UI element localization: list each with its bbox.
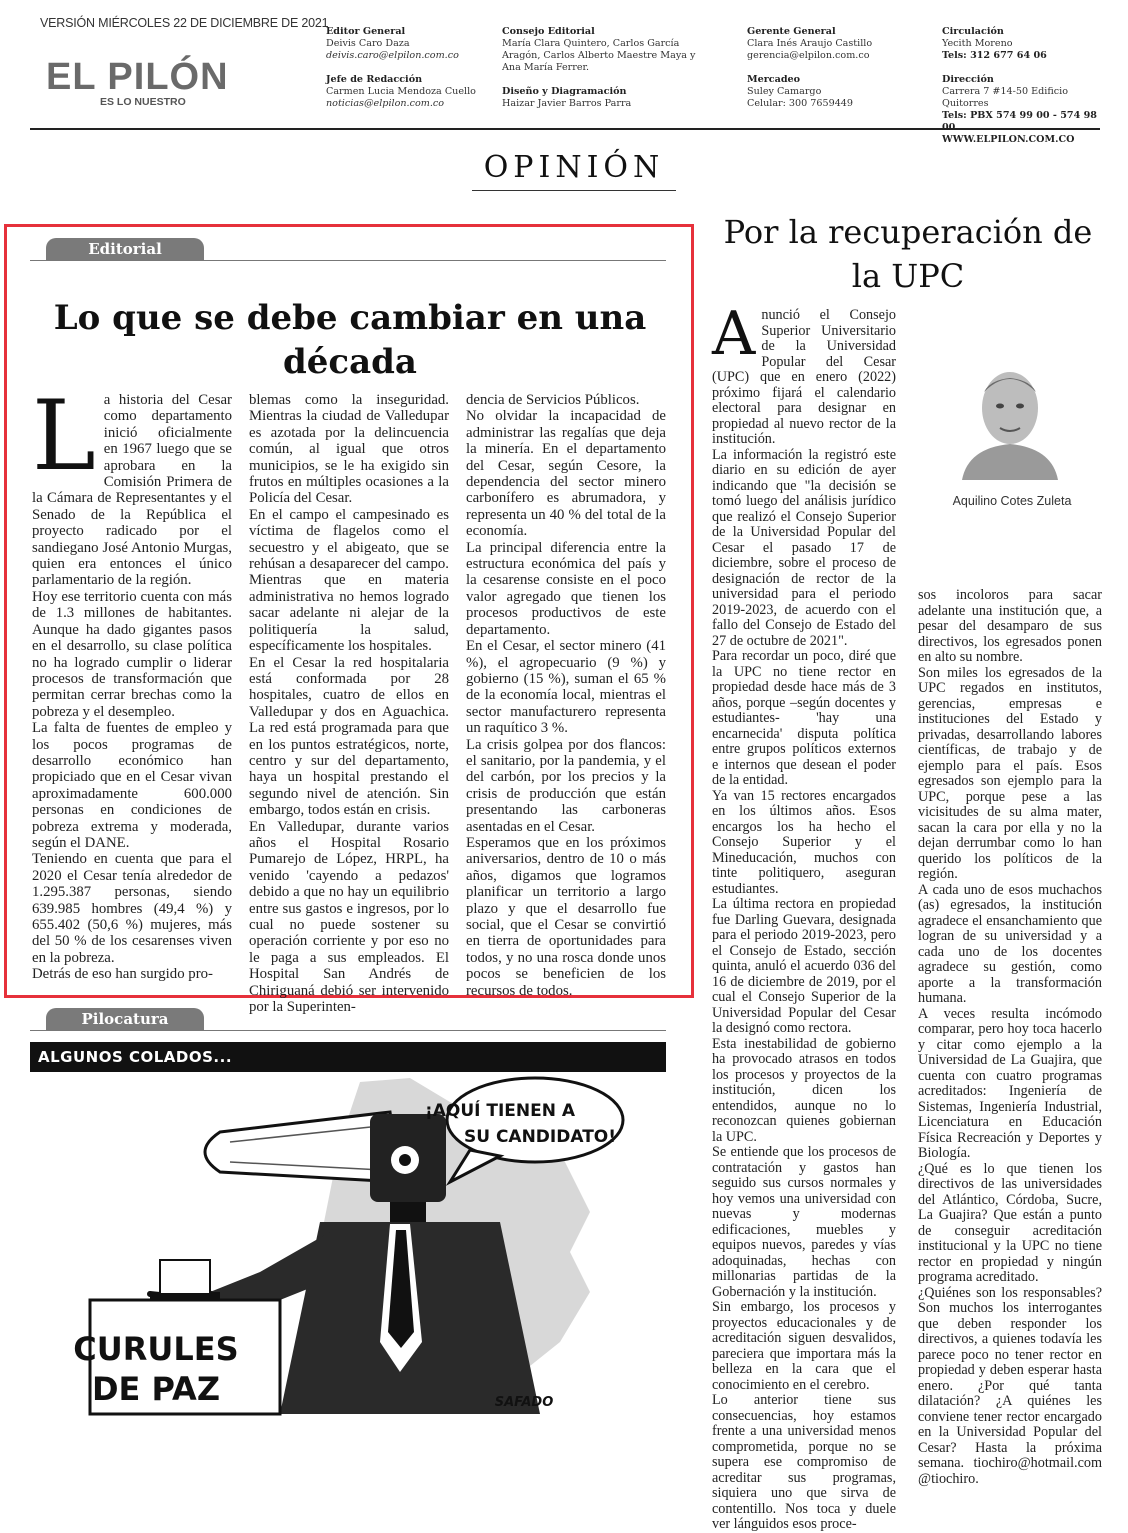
staff-email-link[interactable]: gerencia@elpilon.com.co — [747, 50, 870, 61]
paragraph: La información la registró este diario en su edición de ayer indicando que "la decisión se tomó luego del análisis jurídico que realizó el Consejo Superior de la Universidad Popular del Cesar el pasado 17 de diciembre, sobre el proceso de designación de rector de la universidad para el periodo 2019-2023, de acuerdo con el fallo del Consejo de Estado del 27 de octubre de 2021". — [712, 446, 896, 649]
chainsaw-pupil — [399, 1154, 411, 1166]
staff-label: Diseño y Diagramación — [502, 86, 627, 97]
paragraph: Son miles los egresados de la UPC regados en institutos, gerencias, empresas e instituciones del Estado y privadas, desarrollando labores científicas, de trabajo y de ejemplo para el país. Esos egresados son ejemplo para la UPC, porque pese a las vicisitudes de su alma mater, sacan la cara por ella y no la dejan derrumbar como lo han querido los políticos de la región. — [918, 664, 1102, 882]
paragraph: La principal diferencia entre la estructura económica del país y la cesarense consiste en el poco valor agregado que tienen los procesos productivos de este departamento. — [466, 539, 666, 638]
staff-gerente — [747, 26, 917, 62]
staff-label: Mercadeo — [747, 74, 801, 85]
staff-name: Suley Camargo — [747, 86, 822, 97]
editorial-column-3 — [466, 392, 666, 999]
staff-address: Carrera 7 #14-50 Edificio Quitorres — [942, 86, 1068, 109]
opinion-column-2 — [918, 587, 1102, 1487]
staff-direccion — [942, 74, 1112, 146]
staff-label: Dirección — [942, 74, 994, 85]
paragraph: sos incoloros para sacar adelante una institución que, a pesar del desamparo de sus directivos, los egresados ponen en alto su nombre. — [918, 587, 1102, 665]
staff-label: Gerente General — [747, 26, 836, 37]
masthead-divider — [30, 128, 1100, 130]
paragraph: No olvidar la incapacidad de administrar las regalías que deja la minería. En el departamento del Cesar, según Cesore, la dependencia del sector minero carbonífero es abrumadora, y representa un 40 % del total de la economía. — [466, 408, 666, 540]
paragraph: Esperamos que en los próximos aniversarios, dentro de 10 o más años, digamos que logramos planificar un territorio a largo plazo y que el desarrollo fue social, que el Cesar se convirtió en tierra de oportunidades para todos, y no una rosca donde unos pocos se beneficien de los recursos de todos. — [466, 834, 666, 999]
paragraph: Ya van 15 rectores encargados en los últimos años. Esos encargos los ha hecho el Consejo Superior y el Mineducación, muchos con tinte politiquero, aseguran estudiantes. — [712, 787, 896, 897]
newspaper-logo[interactable] — [46, 58, 246, 108]
staff-phone: Celular: 300 7659449 — [747, 98, 854, 109]
paragraph: A cada uno de esos muchachos (as) egresados, la institución agradece el ensanchamiento que logran de su universidad y a cada uno de los docentes agradece su gestión, como aporte a la transformación humana. — [918, 881, 1102, 1006]
staff-name: Clara Inés Araujo Castillo — [747, 38, 873, 49]
staff-name: Haizar Javier Barros Parra — [502, 98, 632, 109]
staff-phone: Tels: 312 677 64 06 — [942, 50, 1047, 61]
paragraph: La última rectora en propiedad fue Darling Guevara, designada para el periodo 2019-2023, pero el Consejo de Estado, sección quinta, anuló el acuerdo 036 del 16 de diciembre de 2019, por el cual el Consejo Superior de la Universidad Popular del Cesar la designó como rectora. — [712, 896, 896, 1036]
box-text-line1: CURULES — [73, 1330, 239, 1368]
staff-editor — [326, 26, 486, 62]
opinion-headline: Por la recuperación de la UPC — [723, 213, 1093, 295]
staff-consejo — [502, 26, 714, 74]
staff-diseno — [502, 86, 714, 110]
cartoon-title: ALGUNOS COLADOS... — [30, 1042, 666, 1072]
edition-date: VERSIÓN MIÉRCOLES 22 DE DICIEMBRE DE 2021 — [40, 16, 329, 30]
paragraph: Lo anterior tiene sus consecuencias, hoy estamos frente a una universidad menos comprometida, porque no se supera ese compromiso de acreditar sus programas, siquiera uno que sirva de contentillo. Nos toca y duele ver lánguidos esos proce- — [712, 1392, 896, 1532]
staff-label: Jefe de Redacción — [326, 74, 423, 85]
paragraph: Se entiende que los procesos de contratación y gastos han seguido sus cursos normales y hoy vemos una universidad con nuevas y modernas edificaciones, muebles y equipos nuevos, paredes y vías adoquinadas, hechas con millonarias partidas de la Gobernación y la institución. — [712, 1144, 896, 1300]
bubble-text-line2: SU CANDIDATO! — [463, 1127, 617, 1147]
staff-label: Editor General — [326, 26, 406, 37]
staff-jefe — [326, 74, 486, 110]
paragraph: a historia del Cesar como departamento inició oficialmente en 1967 luego que se aprobara en la Comisión Primera de la Cámara de Representantes y el Senado de la República el proyecto radicado por el sandiegano José Antonio Murgas, quien era entonces el único parlamentario de la región. — [32, 392, 232, 589]
section-title: OPINIÓN — [483, 150, 665, 185]
staff-circulacion — [942, 26, 1112, 62]
paragraph: En Valledupar, durante varios años el Hospital Rosario Pumarejo de López, HRPL, ha venido 'cayendo a pedazos' debido a que no hay un equilibrio entre sus gastos e ingresos, por lo cual no puede sostener su operación corriente y por eso no le paga a sus empleados. El Hospital San Andrés de Chiriguaná debió ser intervenido por la Superinten- — [249, 818, 449, 1016]
staff-name: María Clara Quintero, Carlos García Aragón, Carlos Alberto Maestre Maya y Ana María Ferrer. — [502, 38, 696, 73]
editorial-headline: Lo que se debe cambiar en una década — [53, 298, 647, 382]
paragraph: Teniendo en cuenta que para el 2020 el Cesar tenía alrededor de 1.295.387 personas, siendo 639.985 hombres (49,4 %) y 655.402 (50,6 %) mujeres, más del 50 % de los cesarenses viven en la pobreza. — [32, 851, 232, 966]
editorial-dropcap: L — [32, 380, 96, 492]
box-text-line2: DE PAZ — [91, 1370, 221, 1408]
paragraph: blemas como la inseguridad. Mientras la ciudad de Valledupar es azotada por la delincuencia común, al igual que otros municipios, se le ha exigido sin frutos en múltiples ocasiones a la Policía del Cesar. — [249, 392, 449, 507]
artist-signature: SAFADO — [494, 1395, 554, 1410]
staff-mercadeo — [747, 74, 917, 110]
paragraph: ¿Quiénes son los responsables? Son muchos los interrogantes que deben responder los directivos, a quienes todavía les parece poco no tener rector en propiedad y deben esperar hasta enero. ¿Por qué tanta dilatación? ¿A quiénes les conviene tener rector encargado en la Universidad Popular del Cesar? Hasta la próxima semana. tiochiro@hotmail.com @tiochiro. — [918, 1284, 1102, 1487]
website-link[interactable]: WWW.ELPILON.COM.CO — [942, 134, 1075, 145]
staff-label: Circulación — [942, 26, 1004, 37]
staff-name: Yecith Moreno — [942, 38, 1013, 49]
author-photo — [958, 356, 1062, 480]
paragraph: Para recordar un poco, diré que la UPC no tiene rector en propiedad desde hace más de 3 años, porque –según docentes y estudiantes- 'hay una encarnecida' disputa política entre grupos políticos externos e internos que desean el poder de la entidad. — [712, 648, 896, 788]
pilocatura-tab: Pilocatura — [46, 1008, 204, 1030]
paragraph: A veces resulta incómodo comparar, pero hoy toca hacerlo y citar como ejemplo a la Universidad de La Guajira, que cuenta con cuatro programas acreditados: Ingeniería de Sistemas, Ingeniería Industrial, Licenciatura en Educación Física Recreación y Deportes y Biología. — [918, 1005, 1102, 1161]
paragraph: La crisis golpea por dos flancos: el sanitario, por la pandemia, y el del carbón, por los precios y la crisis de producción que están presentando las carboneras asentadas en el Cesar. — [466, 736, 666, 835]
staff-email-link[interactable]: noticias@elpilon.com.co — [326, 98, 445, 109]
pilocatura-divider — [30, 1030, 666, 1031]
paragraph: Sin embargo, los procesos y proyectos educacionales y de acreditación siguen desvalidos, pareciera que importara más la belleza en la cara que el conocimiento en el cerebro. — [712, 1299, 896, 1393]
paragraph: En el Cesar la red hospitalaria está conformada por 28 hospitales, cuatro de ellos en Valledupar y dos en Aguachica. La red está programada para que en los puntos estratégicos, norte, centro y sur del departamento, haya un hospital prestando el segundo nivel de atención. Sin embargo, todos están en crisis. — [249, 654, 449, 819]
paragraph: En el campo el campesinado es víctima de flagelos como el secuestro y el abigeato, que se rehúsan a desaparecer del campo. Mientras que en materia administrativa no hemos logrado sacar adelante ni alejar de la politiquería la salud, específicamente los hospitales. — [249, 506, 449, 655]
logo-slogan: ES LO NUESTRO — [100, 96, 186, 108]
editorial-tab: Editorial — [46, 238, 204, 260]
section-divider — [472, 190, 676, 191]
staff-email-link[interactable]: deivis.caro@elpilon.com.co — [326, 50, 459, 61]
bubble-text-line1: ¡AQUÍ TIENEN A — [424, 1101, 576, 1121]
staff-name: Carmen Lucia Mendoza Cuello — [326, 86, 476, 97]
opinion-dropcap: A — [712, 299, 756, 369]
author-name: Aquilino Cotes Zuleta — [952, 494, 1072, 508]
paragraph: La falta de fuentes de empleo y los pocos programas de desarrollo económico han propiciado que en el Cesar vivan aproximadamente 600.000 personas en condiciones de pobreza extrema y moderada, según el DANE. — [32, 720, 232, 851]
paragraph: Hoy ese territorio cuenta con más de 1.3 millones de habitantes. Aunque ha dado gigantes pasos en el desarrollo, su clase política no ha logrado cumplir o liderar procesos de transformación que permitan cerrar brechas como la pobreza y el desempleo. — [32, 588, 232, 720]
paragraph: nunció el Consejo Superior Universitario de la Universidad Popular del Cesar (UPC) que en enero (2022) próximo fijará el calendario electoral para designar en propiedad al nuevo rector de la institución. — [712, 307, 896, 447]
paragraph: dencia de Servicios Públicos. — [466, 392, 640, 408]
editorial-column-1 — [32, 380, 232, 984]
paragraph: Detrás de eso han surgido pro- — [32, 966, 213, 983]
editorial-column-2 — [249, 392, 449, 1016]
ballot-paper — [160, 1260, 210, 1294]
paragraph: Esta inestabilidad de gobierno ha provocado atrasos en todos los procesos y proyectos de la institución, dicen los entendidos, aunque no lo reconozcan quienes gobiernan la UPC. — [712, 1035, 896, 1145]
staff-name: Deivis Caro Daza — [326, 38, 410, 49]
staff-label: Consejo Editorial — [502, 26, 595, 37]
cartoon-illustration — [30, 1042, 666, 1414]
cartoon-drawing — [30, 1042, 666, 1414]
paragraph: ¿Qué es lo que tienen los directivos de las universidades del Atlántico, Córdoba, Sucre, La Guajira? Que están a punto de conseguir acreditación institucional y la UPC no tiene rector en propiedad y ningún programa acreditado. — [918, 1160, 1102, 1285]
logo-name: EL PILÓN — [46, 56, 229, 98]
paragraph: En el Cesar, el sector minero (41 %), el agropecuario (9 %) y gobierno (15 %), suman el 65 % de la economía local, mientras el sector manufacturero representa un raquítico 3 %. — [466, 638, 666, 737]
editorial-divider — [30, 260, 666, 261]
staff-phone: Tels: PBX 574 99 00 - 574 98 — [942, 110, 1097, 121]
opinion-column-1 — [712, 299, 896, 1532]
author-face — [982, 372, 1038, 444]
